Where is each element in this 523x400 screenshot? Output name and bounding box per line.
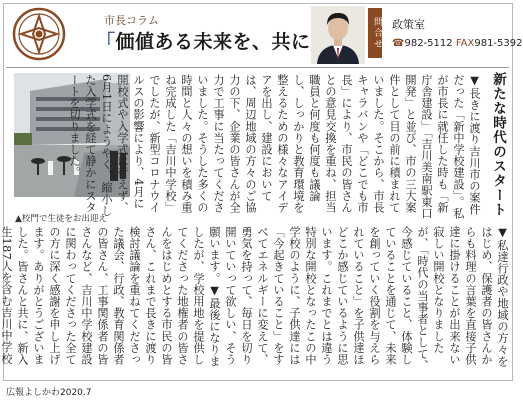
inquiry-label: 問合せ: [368, 8, 382, 58]
caption-text: 校門で生徒をお出迎え: [21, 214, 107, 224]
section-heading: 新たな時代のスタート: [490, 72, 506, 217]
article-upper-text: ▼長きに渡り吉川市の案件だった「新中学校建設」。私が市長に就任した時も「新庁舎建設」「吉川美南駅東口開発」と並び、市の三大案件として目の前に積まれていました。そこから、市長キャラバンや「どこでも市長」により、市民の皆さんとの意見交換を重ね、担当職員と何度も何度も議論し、しっかりと教育環境を整えるための様々なアイデアを出し、建設においては、周辺地域の方々のご協力の下、企業の皆さんが全力で工事に当たってくださいました。そうした多くの時間と人々の想いを積み重ね完成した「吉川中学校」でしたが、新型コロナウイルスの影響により、4月に開校式や入学式は行えず、6月1日にようやく、縮小した入学式を経て静かにスタートを切りました。: [68, 74, 481, 220]
fax-number: 981-5392: [474, 38, 523, 49]
phone-number: 982-5112: [404, 38, 453, 49]
contact-numbers: [392, 38, 523, 49]
column-title: [96, 29, 330, 55]
title-text: 価値ある未来を、共に: [115, 31, 311, 53]
title-open-bracket: 「: [96, 31, 116, 53]
department-name: 政策室: [392, 18, 425, 31]
header-divider: [6, 67, 509, 68]
article-paragraph-2: ▼最後になりましたが、学校用地を提供してくださった地権者の皆さんをはじめとする市民の皆さん、これまで長きに渡り検討議論を重ねてくださった議会、行政、教育関係者の皆さん、工事関係者の皆さんなど、吉川中学校建設に関わってくださった全ての方に深く感謝を申し上げます。ありがとうございました。皆さんと共に、新入生187人を含む吉川中学校: [0, 226, 221, 367]
publication-footer: 広報よしかわ2020.7: [6, 388, 92, 398]
mayor-portrait: [311, 6, 365, 64]
caption-triangle-icon: ▲: [15, 214, 22, 224]
fax-label: FAX: [455, 38, 475, 49]
city-emblem-logo: [10, 6, 68, 62]
column-label: 市長コラム: [104, 14, 159, 27]
article-paragraph-1: ▼私達行政や地域の方々をはじめ、保護者の皆さんからも料理の言葉を直接子供達に掛けることが出来ない寂しい開校となりましたが、「時代の当事者として、今感じていること、体験していることを通じて、未来を創っていく役割を与えられていること」を子供達ほどこか感じているように思います。これまでとは違う特別な開校となったこの中学校のように、子供達には「今起きていること」をすべてエネルギーに変えて、勇気を持って、毎日を切り開いていって欲しい、そう願います。: [208, 226, 509, 372]
photo-caption: [15, 212, 107, 224]
article-lower-text: [0, 226, 510, 372]
column-header: [6, 4, 523, 66]
phone-icon: ☎: [392, 38, 405, 49]
